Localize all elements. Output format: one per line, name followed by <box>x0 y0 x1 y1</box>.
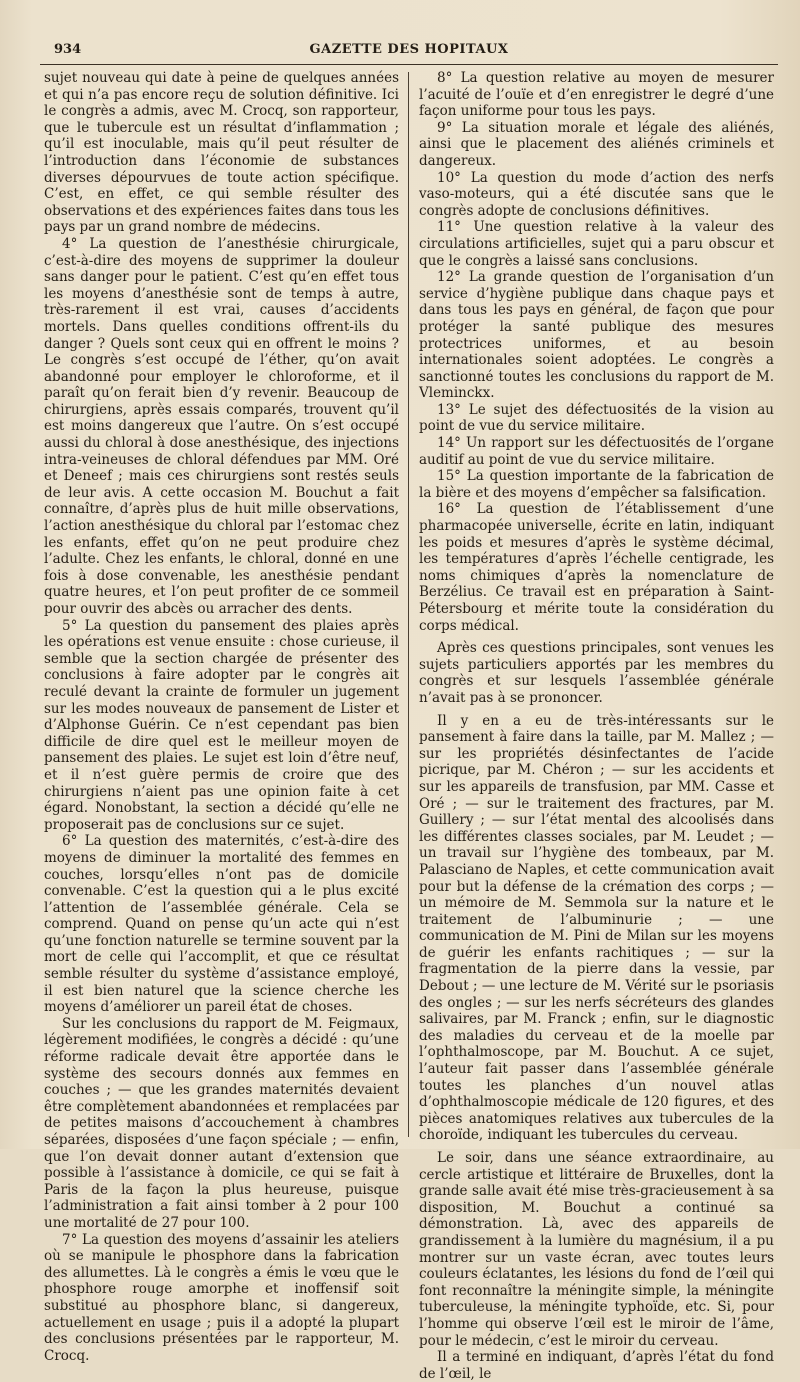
right-column <box>419 70 774 1382</box>
paragraph: Après ces questions principales, sont venues les sujets particuliers apportés par les membres du congrès et sur lesquels l’assemblée générale n’avait pas à se prononcer. <box>419 640 774 706</box>
page-header <box>40 34 778 65</box>
paragraph: Il y en a eu de très-intéressants sur le pansement à faire dans la taille, par M. Mallez ; — sur les propriétés désinfectantes de l’acide picrique, par M. Chéron ; — sur les accidents et sur les appareils de transfusion, par MM. Casse et Oré ; — sur le traitement des fractures, par M. Guillery ; — sur l’état mental des alcoolisés dans les différentes classes sociales, par M. Leudet ; — un travail sur l’hygiène des tombeaux, par M. Palasciano de Naples, et cette communication avait pour but la défense de la crémation des corps ; — un mémoire de M. Semmola sur la nature et le traitement de l’albuminurie ; — une communication de M. Pini de Milan sur les moyens de guérir les enfants rachitiques ; — sur la fragmentation de la pierre dans la vessie, par Debout ; — une lecture de M. Vérité sur le psoriasis des ongles ; — sur les nerfs sécréteurs des glandes salivaires, par M. Franck ; enfin, sur le diagnostic des maladies du cerveau et de la moelle par l’ophthalmoscope, par M. Bouchut. A ce sujet, l’auteur fait passer dans l’assemblée générale toutes les planches d’un nouvel atlas d’ophthalmoscopie médicale de 120 figures, et des pièces anatomiques relatives aux tubercules de la choroïde, indiquant les tubercules du cerveau. <box>419 712 774 1144</box>
paragraph: 11° Une question relative à la valeur des circulations artificielles, sujet qui a paru obscur et que le congrès a laissé sans conclusions. <box>419 219 774 269</box>
paragraph: 9° La situation morale et légale des aliénés, ainsi que le placement des aliénés criminels et dangereux. <box>419 119 774 169</box>
paragraph: 8° La question relative au moyen de mesurer l’acuité de l’ouïe et d’en enregistrer le degré d’une façon uniforme pour tous les pays. <box>419 70 774 120</box>
paragraph: 5° La question du pansement des plaies après les opérations est venue ensuite : chose curieuse, il semble que la section chargée de présenter des conclusions à faire adopter par le congrès ait reculé devant la crainte de formuler un jugement sur les modes nouveaux de pansement de Lister et d’Alphonse Guérin. Ce n’est cependant pas bien difficile de dire quel est le meilleur moyen de pansement des plaies. Le sujet est loin d’être neuf, et il n’est guère permis de croire que des chirurgiens n’aient pas une opinion faite à cet égard. Nonobstant, la section a décidé qu’elle ne proposerait pas de conclusions sur ce sujet. <box>44 617 399 833</box>
paragraph: 12° La grande question de l’organisation d’un service d’hygiène publique dans chaque pays et dans tous les pays en général, de façon que pour protéger la santé publique des mesures protectrices uniformes, et au besoin internationales soient adoptées. Le congrès a sanctionné toutes les conclusions du rapport de M. Vleminckx. <box>419 269 774 402</box>
paragraph: 14° Un rapport sur les défectuosités de l’organe auditif au point de vue du service militaire. <box>419 435 774 468</box>
column-divider <box>408 72 409 1137</box>
paragraph: Sur les conclusions du rapport de M. Feigmaux, légèrement modifiées, le congrès a décidé : qu’une réforme radicale devait être apportée dans le système des secours donnés aux femmes en couches ; — que les grandes maternités devaient être complètement abandonnées et remplacées par de petites maisons d’accouchement à chambres séparées, disposées d’une façon spéciale ; — enfin, que l’on devait donner autant d’extension que possible à l’assistance à domicile, ce qui se fait à Paris de la façon la plus heureuse, puisque l’administration a fait ainsi tomber à 2 pour 100 une mortalité de 27 pour 100. <box>44 1015 399 1231</box>
paragraph: 4° La question de l’anesthésie chirurgicale, c’est-à-dire des moyens de supprimer la douleur sans danger pour le patient. C’est qu’en effet tous les moyens d’anesthésie sont de temps à autre, très-rarement il est vrai, causes d’accidents mortels. Dans quelles conditions offrent-ils du danger ? Quels sont ceux qui en offrent le moins ? Le congrès s’est occupé de l’éther, qu’on avait abandonné pour employer le chloroforme, et il paraît qu’on ferait bien d’y revenir. Beaucoup de chirurgiens, après essais comparés, trouvent qu’il est moins dangereux que l’autre. On s’est occupé aussi du chloral à dose anesthésique, des injections intra-veineuses de chloral défendues par MM. Oré et Deneef ; mais ces chirurgiens sont restés seuls de leur avis. A cette occasion M. Bouchut a fait connaître, d’après plus de huit mille observations, l’action anesthésique du chloral par l’estomac chez les enfants, effet qu’on ne peut produire chez l’adulte. Chez les enfants, le chloral, donné en une fois à dose convenable, les anesthésie pendant quatre heures, et l’on peut profiter de ce sommeil pour ouvrir des abcès ou arracher des dents. <box>44 235 399 617</box>
paragraph: 15° La question importante de la fabrication de la bière et des moyens d’empêcher sa falsification. <box>419 468 774 501</box>
paragraph: 7° La question des moyens d’assainir les ateliers où se manipule le phosphore dans la fabrication des allumettes. Là le congrès a émis le vœu que le phosphore rouge amorphe et inoffensif soit substitué au phosphore blanc, si dangereux, actuellement en usage ; puis il a adopté la plupart des conclusions présentées par le rapporteur, M. Crocq. <box>44 1231 399 1364</box>
paragraph: 6° La question des maternités, c’est-à-dire des moyens de diminuer la mortalité des femmes en couches, lorsqu’elles n’ont pas de domicile convenable. C’est la question qui a le plus excité l’attention de l’assemblée générale. Cela se comprend. Quand on pense qu’un acte qui n’est qu’une fonction naturelle se termine souvent par la mort de celle qui l’accomplit, et que ce résultat semble résulter du système d’assistance employé, il est bien naturel que la science cherche les moyens d’améliorer un pareil état de choses. <box>44 833 399 1016</box>
paragraph: Le soir, dans une séance extraordinaire, au cercle artistique et littéraire de Bruxelles, dont la grande salle avait été mise très-gracieusement à sa disposition, M. Bouchut a continué sa démonstration. Là, avec des appareils de grandissement à la lumière du magnésium, il a pu montrer sur un vaste écran, avec toutes leurs couleurs éclatantes, les lésions du fond de l’œil qui font reconnaître la méningite simple, la méningite tuberculeuse, la méningite typhoïde, etc. Si, pour l’homme qui observe l’œil est le miroir de l’âme, pour le médecin, c’est le miroir du cerveau. <box>419 1150 774 1349</box>
paragraph: 10° La question du mode d’action des nerfs vaso-moteurs, qui a été discutée sans que le congrès adopte de conclusions définitives. <box>419 169 774 219</box>
left-column <box>44 70 399 1364</box>
journal-title: GAZETTE DES HOPITAUX <box>309 42 509 57</box>
paragraph: Il a terminé en indiquant, d’après l’état du fond de l’œil, le <box>419 1349 774 1382</box>
paragraph: 13° Le sujet des défectuosités de la vision au point de vue du service militaire. <box>419 401 774 435</box>
page-number: 934 <box>54 42 82 57</box>
paragraph: 16° La question de l’établissement d’une pharmacopée universelle, écrite en latin, indiquant les poids et mesures d’après le système décimal, les températures d’après l’échelle centigrade, les noms chimiques d’après la nomenclature de Berzélius. Ce travail est en préparation à Saint-Pétersbourg et mérite toute la considération du corps médical. <box>419 501 774 634</box>
paragraph: sujet nouveau qui date à peine de quelques années et qui n’a pas encore reçu de solution définitive. Ici le congrès a admis, avec M. Crocq, son rapporteur, que le tubercule est un résultat d’inflammation ; qu’il est inoculable, mais qu’il peut résulter de l’introduction dans l’économie de substances diverses dépourvues de toute action spécifique. C’est, en effet, ce qui semble résulter des observations et des expériences faites dans tous les pays par un grand nombre de médecins. <box>44 70 399 236</box>
